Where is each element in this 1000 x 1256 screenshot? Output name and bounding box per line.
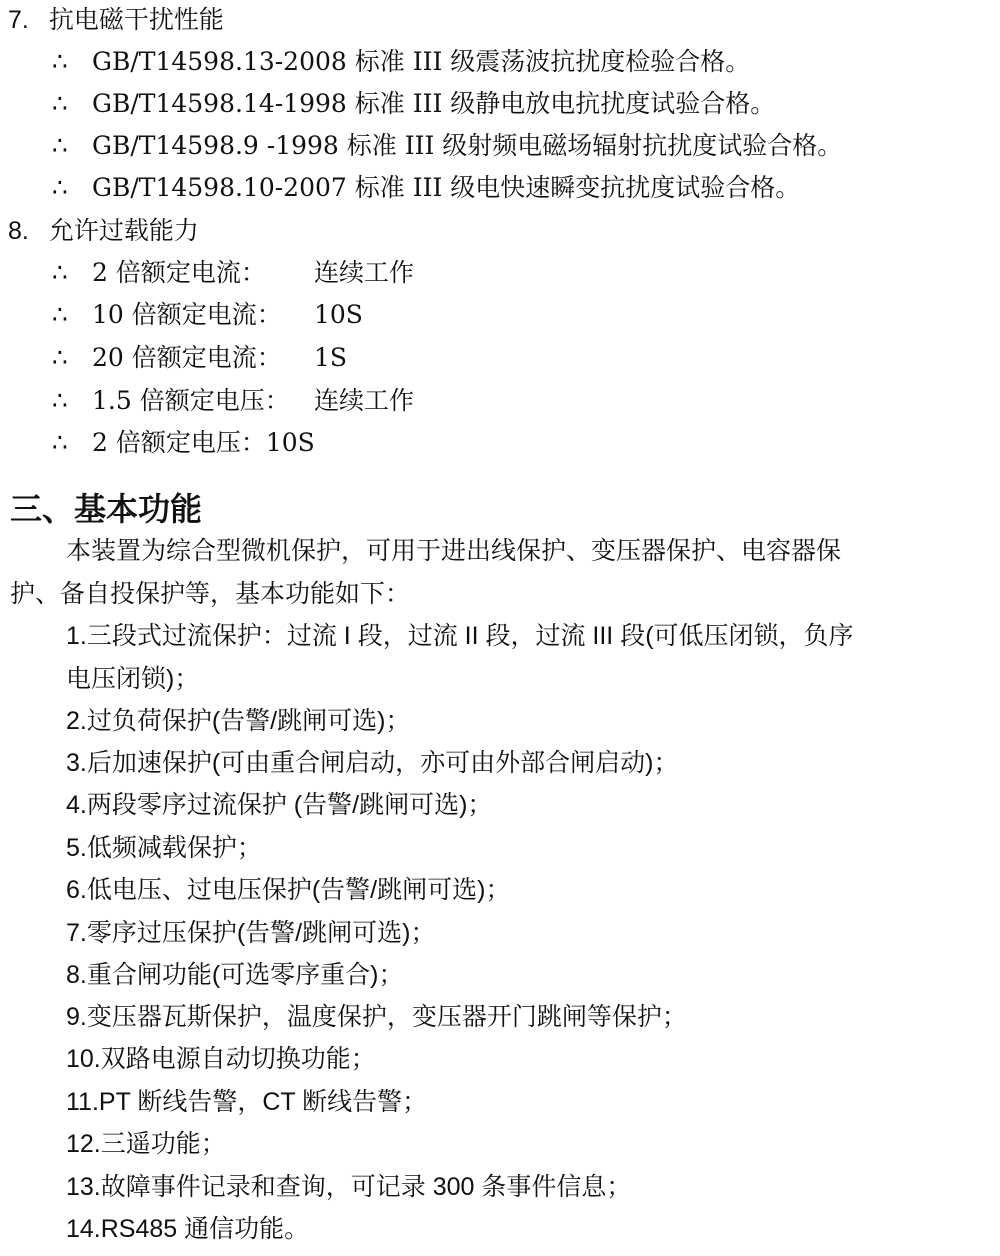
overload-label: 2 倍额定电流：	[92, 258, 266, 287]
overload-value: 1S	[314, 343, 348, 372]
function-item: 9.变压器瓦斯保护，温度保护，变压器开门跳闸等保护；	[66, 1003, 687, 1031]
section-7-item-text: GB/T14598.9 -1998 标准 III 级射频电磁场辐射抗扰度试验合格。	[92, 131, 843, 160]
overload-value: 10S	[265, 428, 315, 457]
intro-paragraph-line-2: 护、备自投保护等，基本功能如下：	[10, 580, 411, 608]
section-7-number: 7.	[8, 6, 29, 34]
function-item: 5.低频减载保护；	[66, 834, 262, 862]
section-7-item-text: GB/T14598.14-1998 标准 III 级静电放电抗扰度试验合格。	[92, 89, 776, 118]
overload-item	[52, 426, 315, 460]
section-7-item	[52, 171, 800, 205]
section-8-title: 允许过载能力	[48, 216, 199, 245]
overload-label: 2 倍额定电压：	[92, 428, 266, 457]
section-8-heading	[8, 214, 199, 248]
overload-item	[52, 384, 414, 418]
section-7-item-text: GB/T14598.10-2007 标准 III 级电快速瞬变抗扰度试验合格。	[92, 173, 801, 202]
function-item-continuation: 电压闭锁)；	[66, 665, 200, 693]
overload-label: 20 倍额定电流：	[92, 343, 282, 372]
function-item: 4.两段零序过流保护 (告警/跳闸可选)；	[66, 791, 493, 819]
therefore-icon: ∴	[52, 300, 68, 329]
function-item: 12.三遥功能；	[66, 1130, 226, 1158]
section-7-item	[52, 129, 842, 163]
section-7-item-text: GB/T14598.13-2008 标准 III 级震荡波抗扰度检验合格。	[92, 47, 751, 76]
overload-value: 连续工作	[314, 258, 415, 287]
function-item: 11.PT 断线告警，CT 断线告警；	[66, 1088, 428, 1116]
function-item: 7.零序过压保护(告警/跳闸可选)；	[66, 919, 436, 947]
section-7-heading	[8, 3, 224, 37]
function-item: 6.低电压、过电压保护(告警/跳闸可选)；	[66, 876, 511, 904]
function-item: 8.重合闸功能(可选零序重合)；	[66, 961, 404, 989]
section-8-number: 8.	[8, 217, 29, 245]
function-item: 3.后加速保护(可由重合闸启动，亦可由外部合闸启动)；	[66, 749, 679, 777]
function-item: 1.三段式过流保护：过流 I 段，过流 II 段，过流 III 段(可低压闭锁，负序	[66, 622, 854, 650]
overload-item	[52, 341, 347, 375]
overload-item	[52, 298, 363, 332]
function-item: 2.过负荷保护(告警/跳闸可选)；	[66, 707, 411, 735]
overload-label: 10 倍额定电流：	[92, 300, 282, 329]
therefore-icon: ∴	[52, 131, 68, 160]
therefore-icon: ∴	[52, 258, 68, 287]
section-3-title: 三、基本功能	[10, 490, 203, 528]
function-item: 13.故障事件记录和查询，可记录 300 条事件信息；	[66, 1173, 632, 1201]
overload-value: 连续工作	[314, 386, 415, 415]
therefore-icon: ∴	[52, 47, 68, 76]
therefore-icon: ∴	[52, 428, 68, 457]
therefore-icon: ∴	[52, 343, 68, 372]
therefore-icon: ∴	[52, 386, 68, 415]
therefore-icon: ∴	[52, 173, 68, 202]
function-item: 14.RS485 通信功能。	[66, 1215, 310, 1243]
overload-value: 10S	[314, 300, 363, 329]
section-7-item	[52, 87, 775, 121]
section-7-title: 抗电磁干扰性能	[48, 5, 224, 34]
therefore-icon: ∴	[52, 89, 68, 118]
intro-paragraph-line-1: 本装置为综合型微机保护，可用于进出线保护、变压器保护、电容器保	[66, 537, 842, 565]
overload-item	[52, 256, 414, 290]
section-7-item	[52, 45, 750, 79]
overload-label: 1.5 倍额定电压：	[92, 386, 290, 415]
function-item: 10.双路电源自动切换功能；	[66, 1045, 376, 1073]
